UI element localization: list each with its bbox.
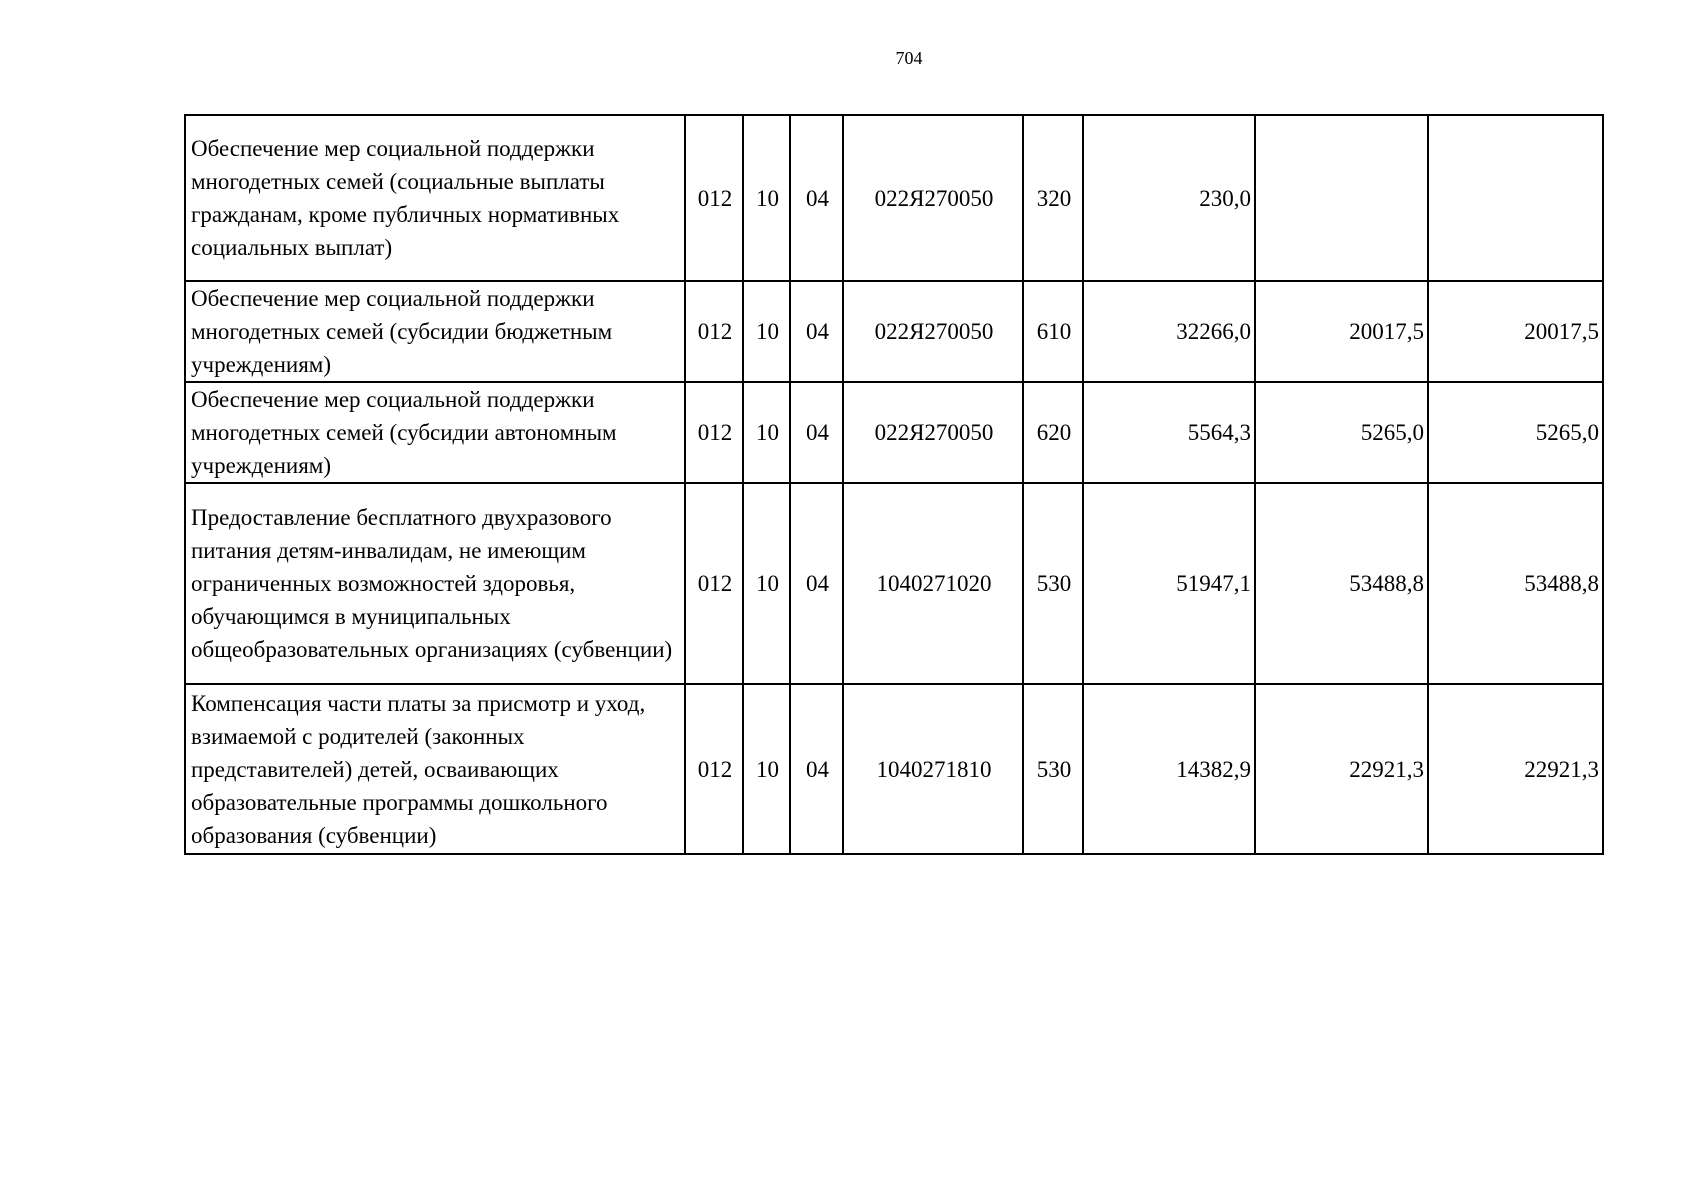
- expense-type-code: 620: [1023, 382, 1083, 483]
- subsection-code: 04: [790, 281, 843, 382]
- expense-type-code: 320: [1023, 115, 1083, 281]
- ministry-code: 012: [685, 281, 743, 382]
- amount-3: [1428, 115, 1603, 281]
- target-article-code: 022Я270050: [843, 115, 1023, 281]
- subsection-code: 04: [790, 483, 843, 684]
- subsection-code: 04: [790, 115, 843, 281]
- ministry-code: 012: [685, 483, 743, 684]
- target-article-code: 1040271810: [843, 684, 1023, 854]
- amount-2: 20017,5: [1255, 281, 1428, 382]
- section-code: 10: [743, 382, 790, 483]
- expense-type-code: 530: [1023, 483, 1083, 684]
- ministry-code: 012: [685, 115, 743, 281]
- ministry-code: 012: [685, 382, 743, 483]
- amount-1: 5564,3: [1083, 382, 1255, 483]
- section-code: 10: [743, 684, 790, 854]
- expense-type-code: 610: [1023, 281, 1083, 382]
- section-code: 10: [743, 483, 790, 684]
- amount-2: [1255, 115, 1428, 281]
- row-description: Обеспечение мер социальной поддержки многодетных семей (субсидии бюджетным учреждениям): [185, 281, 685, 382]
- amount-2: 5265,0: [1255, 382, 1428, 483]
- amount-1: 14382,9: [1083, 684, 1255, 854]
- row-description: Обеспечение мер социальной поддержки многодетных семей (субсидии автономным учреждениям): [185, 382, 685, 483]
- amount-1: 32266,0: [1083, 281, 1255, 382]
- target-article-code: 022Я270050: [843, 382, 1023, 483]
- amount-3: 53488,8: [1428, 483, 1603, 684]
- row-description: Компенсация части платы за присмотр и уход, взимаемой с родителей (законных представителей) детей, осваивающих образовательные программы дошкольного образования (субвенции): [185, 684, 685, 854]
- amount-1: 230,0: [1083, 115, 1255, 281]
- amount-2: 53488,8: [1255, 483, 1428, 684]
- table-row: [185, 281, 1603, 382]
- table-row: [185, 483, 1603, 684]
- target-article-code: 1040271020: [843, 483, 1023, 684]
- amount-1: 51947,1: [1083, 483, 1255, 684]
- target-article-code: 022Я270050: [843, 281, 1023, 382]
- row-description: Предоставление бесплатного двухразового питания детям-инвалидам, не имеющим ограниченных возможностей здоровья, обучающимся в муниципальных общеобразовательных организациях (субвенции): [185, 483, 685, 684]
- section-code: 10: [743, 281, 790, 382]
- table-row: [185, 382, 1603, 483]
- amount-2: 22921,3: [1255, 684, 1428, 854]
- ministry-code: 012: [685, 684, 743, 854]
- amount-3: 20017,5: [1428, 281, 1603, 382]
- table-row: [185, 115, 1603, 281]
- amount-3: 22921,3: [1428, 684, 1603, 854]
- subsection-code: 04: [790, 382, 843, 483]
- table-row: [185, 684, 1603, 854]
- amount-3: 5265,0: [1428, 382, 1603, 483]
- section-code: 10: [743, 115, 790, 281]
- budget-table: [184, 114, 1604, 855]
- row-description: Обеспечение мер социальной поддержки многодетных семей (социальные выплаты гражданам, кроме публичных нормативных социальных выплат): [185, 115, 685, 281]
- expense-type-code: 530: [1023, 684, 1083, 854]
- page-number: 704: [895, 48, 923, 68]
- subsection-code: 04: [790, 684, 843, 854]
